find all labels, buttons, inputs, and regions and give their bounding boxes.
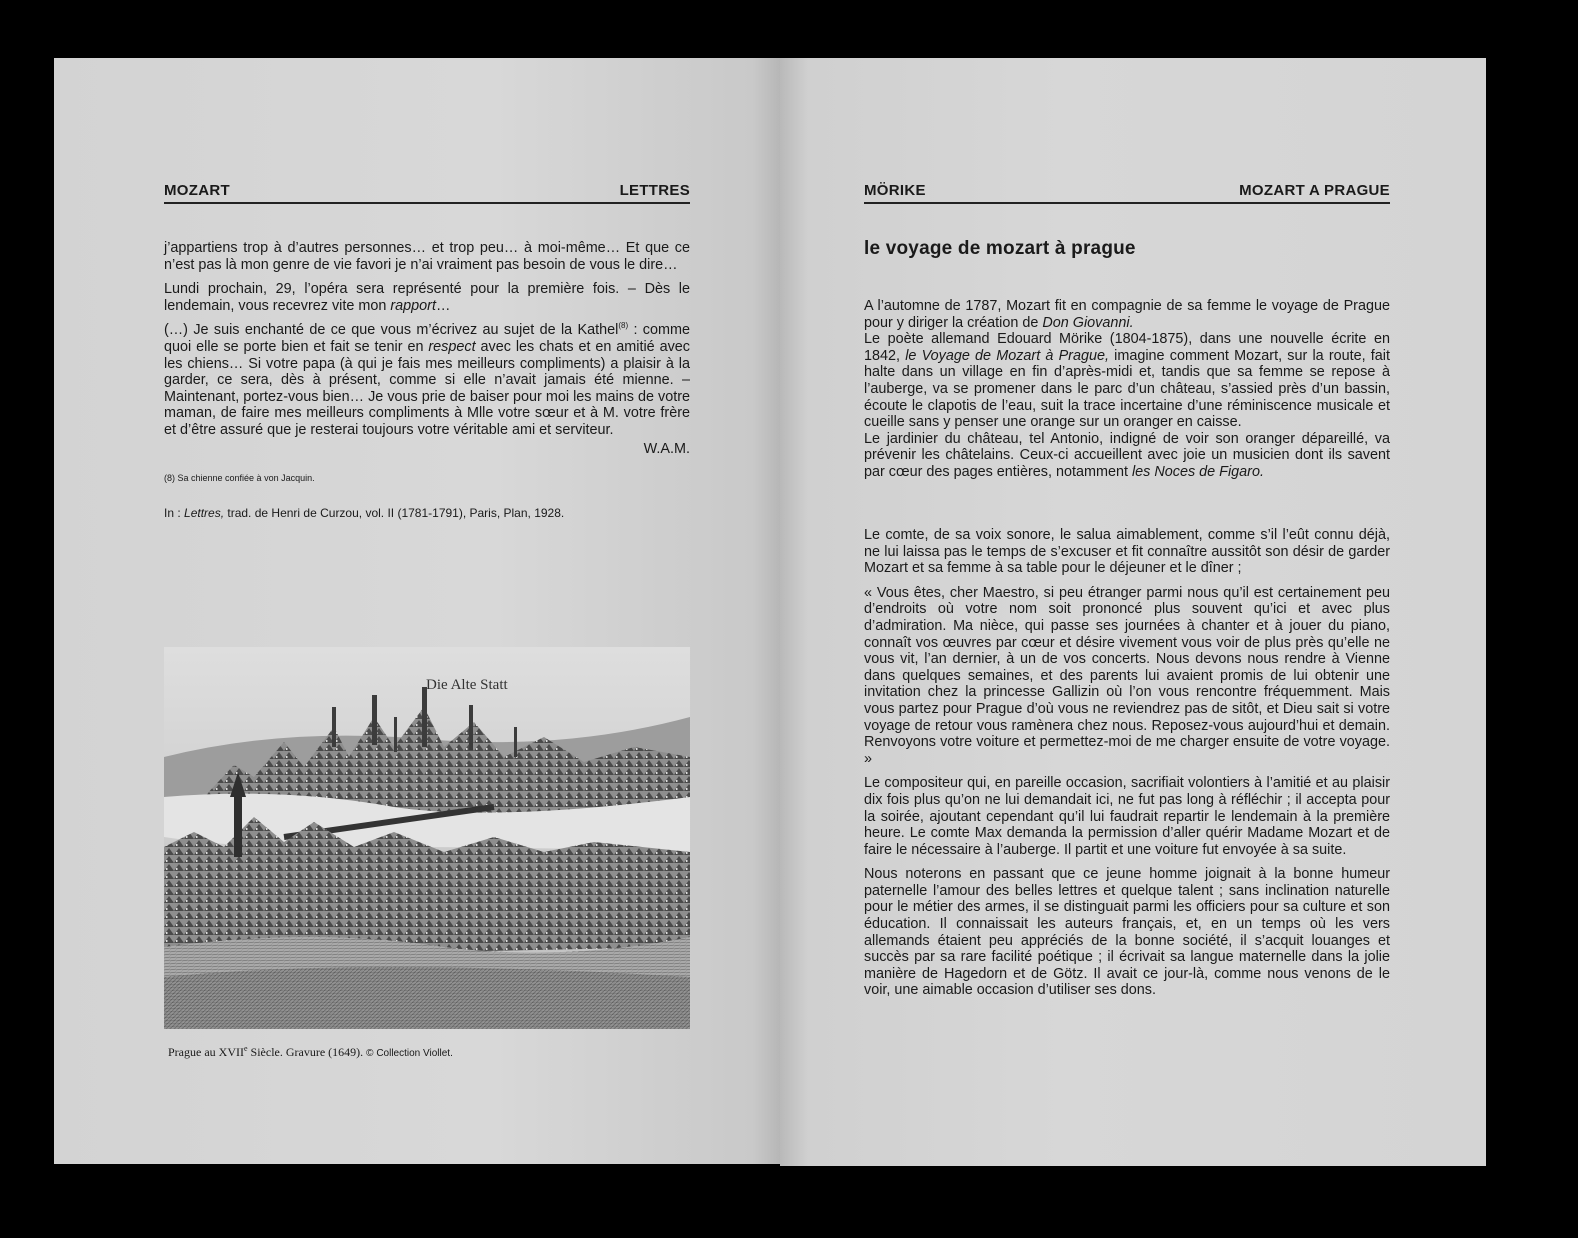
letter-paragraph-3-c: avec les chats et en amitié avec les chiens… Si votre papa (à qui je fais mes meilleurs compliments) a plaisir à la garder, ce sera, dès à présent, comme si elle n’avait jamais été mienne. – Maintenant, portez-vous bien… Je vous prie de baiser pour moi les mains de votre maman, de faire mes meilleurs compliments à Mlle votre sœur et à M. votre frère et d’être assuré que je resterai toujours votre véritable ami et serviteur. xyxy=(164,338,690,438)
footnote: (8) Sa chienne confiée à von Jacquin. xyxy=(164,473,315,484)
story-paragraph-3: Le compositeur qui, en pareille occasion, sacrifiait volontiers à l’amitié et au plaisir dix fois plus qu’on ne lui demandait ici, ne fut pas long à réfléchir ; il accepta pour la soirée, ajoutant cependant qu’il lui faudrait repartir le lendemain à la première heure. Le comte Max demanda la permission d’aller quérir Madame Mozart et de faire le nécessaire à l’auberge. Il partit et une voiture fut envoyée à sa suite. xyxy=(864,775,1390,858)
right-header-author: MÖRIKE xyxy=(864,182,926,199)
right-header-section: MOZART A PRAGUE xyxy=(1239,182,1390,199)
engraving-illustration xyxy=(164,647,690,1029)
intro-1-italic: Don Giovanni. xyxy=(1042,314,1134,331)
source-title: Lettres, xyxy=(184,506,225,521)
intro-2-text: Le poète allemand Edouard Mörike (1804-1875), dans une nouvelle écrite en 1842, xyxy=(864,331,1390,364)
letter-paragraph-1: j’appartiens trop à d’autres personnes… et trop peu… à moi-même… Et que ce n’est pas là mon genre de vie favori je n’ai vraiment pas besoin de vous le dire… xyxy=(164,240,690,273)
story-paragraph-4: Nous noterons en passant que ce jeune homme joignait à la bonne humeur paternelle l’amour des belles lettres et quelque talent ; sans inclination naturelle pour le métier des armes, il se distinguait parmi les officiers pour sa culture et son éducation. Il connaissait les auteurs français, et, en un temps où les vers allemands étaient peu appréciés de la bonne société, il s’acquit louanges et succès par sa rare facilité poétique ; il écrivait sa langue maternelle dans la jolie manière de Hagedorn et de Götz. Il avait ce jour-là, comme nous venons de le voir, une aimable occasion d’utiliser ses dons. xyxy=(864,866,1390,999)
letter-paragraph-2-end: … xyxy=(435,297,451,314)
left-header-author: MOZART xyxy=(164,182,230,199)
right-running-head xyxy=(864,182,1390,204)
signature: W.A.M. xyxy=(643,440,690,457)
left-header-section: LETTRES xyxy=(619,182,690,199)
left-page xyxy=(54,58,782,1164)
story-text xyxy=(864,527,1390,1007)
prague-engraving-image xyxy=(164,647,690,1029)
story-paragraph-1: Le comte, de sa voix sonore, le salua aimablement, comme s’il l’eût connu déjà, ne lui laissa pas le temps de s’excuser et fit connaître aussitôt son désir de garder Mozart et sa femme à sa table pour le déjeuner et le dîner ; xyxy=(864,527,1390,577)
intro-2-italic: le Voyage de Mozart à Prague, xyxy=(905,347,1109,364)
letter-paragraph-3-a: (…) Je suis enchanté de ce que vous m’écrivez au sujet de la Kathel xyxy=(164,322,619,339)
intro-paragraph-3 xyxy=(864,431,1390,481)
letter-paragraph-3-b: : comme quoi elle se porte bien et fait se tenir en xyxy=(164,322,690,355)
letter-text xyxy=(164,240,690,520)
source-rest: trad. de Henri de Curzou, vol. II (1781-1791), Paris, Plan, 1928. xyxy=(224,506,565,521)
chapter-title: le voyage de mozart à prague xyxy=(864,238,1136,259)
intro-text xyxy=(864,298,1390,481)
left-running-head xyxy=(164,182,690,204)
letter-paragraph-2 xyxy=(164,281,690,314)
intro-paragraph-1 xyxy=(864,298,1390,331)
intro-paragraph-2 xyxy=(864,331,1390,431)
caption-rest: Siècle. Gravure (1649). xyxy=(247,1045,367,1059)
intro-3-text: Le jardinier du château, tel Antonio, indigné de voir son oranger dépareillé, va prévenir les châtelains. Ceux-ci accueillent avec joie un musicien dont ils savent par cœur des pages entières, notamment xyxy=(864,430,1390,480)
source-citation xyxy=(164,506,690,520)
engraving-label: Die Alte Statt xyxy=(426,677,508,693)
letter-paragraph-3-italic: respect xyxy=(428,338,476,355)
intro-2-rest: imagine comment Mozart, sur la route, fait halte dans un village en fin d’après-midi et, tandis que sa femme se repose à l’auberge, va se promener dans le parc d’un château, s’assied près d’un bassin, écoute le clapotis de l’eau, suit la trace incertaine d’une réminiscence musicale et cueille sans y penser une orange sur un oranger en caisse. xyxy=(864,347,1390,431)
story-paragraph-2: « Vous êtes, cher Maestro, si peu étranger parmi nous qu’il est certainement peu d’endroits où votre nom soit prononcé plus souvent qu’ici et avec plus d’admiration. Ma nièce, qui passe ses journées à chanter et à jouer du piano, connaît vos œuvres par cœur et désire vivement vous voir de plus près qu’elle ne vous vit, l’an dernier, à un de vos concerts. Nous devons nous rendre à Vienne dans quelques semaines, et des parents lui avaient promis de lui obtenir une invitation chez la princesse Gallizin où l’on vous rencontre fréquemment. Mais vous partez pour Prague d’où vous ne reviendrez pas de sitôt, et Dieu sait si votre voyage de retour vous ramènera chez nous. Reposez-vous aujourd’hui et demain. Renvoyons votre voiture et permettez-moi de me charger ensuite de votre voyage. » xyxy=(864,584,1390,767)
intro-1-text: A l’automne de 1787, Mozart fit en compagnie de sa femme le voyage de Prague pour y diriger la création de xyxy=(864,298,1390,331)
caption-copyright: © Collection Viollet. xyxy=(366,1048,453,1059)
right-page xyxy=(780,58,1486,1166)
source-prefix: In : xyxy=(164,506,185,521)
intro-3-italic: les Noces de Figaro. xyxy=(1131,463,1264,480)
letter-paragraph-2-italic: rapport xyxy=(390,297,436,314)
letter-paragraph-2-text: Lundi prochain, 29, l’opéra sera représenté pour la première fois. – Dès le lendemain, vous recevrez vite mon xyxy=(164,281,690,314)
letter-paragraph-3 xyxy=(164,322,690,438)
caption-sup: e xyxy=(243,1044,248,1053)
engraving-caption xyxy=(168,1045,694,1060)
footnote-ref: (8) xyxy=(618,321,629,331)
caption-main: Prague au XVII xyxy=(168,1045,244,1059)
